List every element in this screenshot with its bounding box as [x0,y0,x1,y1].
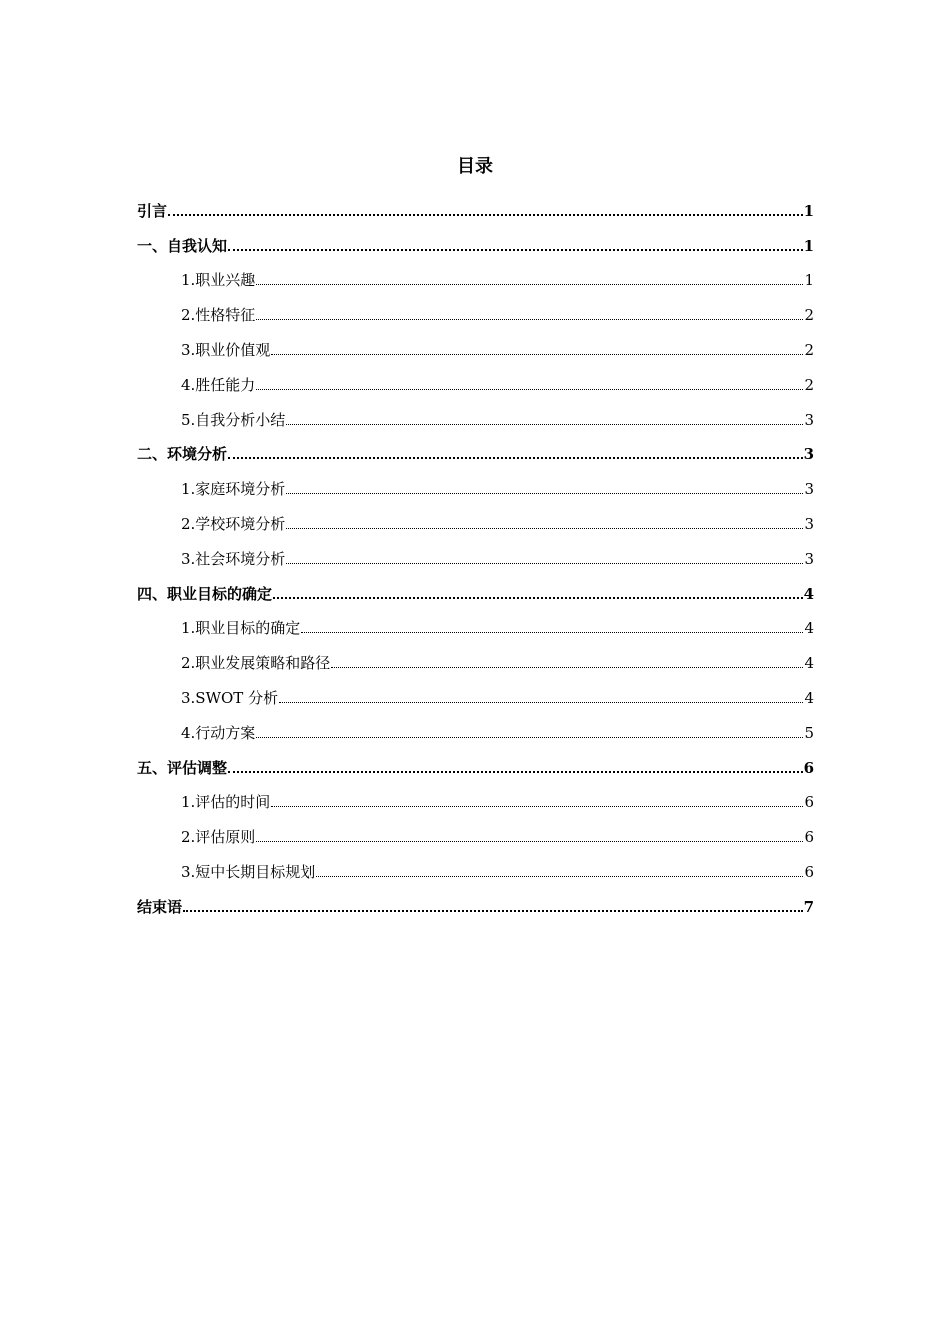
toc-entry[interactable] [137,637,814,672]
toc-entry-label: 1.职业兴趣 [181,271,256,290]
toc-entry-label: 2.学校环境分析 [181,514,286,533]
toc-entry-page-number: 7 [803,897,814,916]
toc-entry-page-number: 4 [804,688,814,707]
toc-entry[interactable] [137,603,814,638]
toc-entry-page-number: 4 [804,654,814,673]
toc-dot-leader [228,249,803,251]
toc-dot-leader [286,528,803,529]
toc-entry-label: 1.评估的时间 [181,793,271,812]
toc-entry[interactable] [137,568,814,603]
toc-entry[interactable] [137,811,814,846]
toc-entry[interactable] [137,846,814,881]
toc-entry-label: 五、评估调整 [137,758,228,777]
toc-entry[interactable] [137,429,814,464]
toc-dot-leader [256,319,803,320]
toc-entry[interactable] [137,289,814,324]
toc-entry[interactable] [137,881,814,916]
toc-entry-page-number: 5 [804,723,814,742]
toc-dot-leader [256,284,803,285]
toc-entry-label: 一、自我认知 [137,236,228,255]
toc-entry-page-number: 6 [804,793,814,812]
toc-entry-page-number: 4 [804,619,814,638]
toc-dot-leader [286,424,803,425]
toc-entry-label: 3.职业价值观 [181,340,271,359]
toc-entry-label: 2.评估原则 [181,828,256,847]
toc-entry-page-number: 2 [804,375,814,394]
toc-entry-page-number: 3 [804,410,814,429]
toc-entry-page-number: 4 [803,584,814,603]
toc-entry-label: 引言 [137,201,168,220]
toc-entry-label: 3.短中长期目标规划 [181,862,316,881]
toc-entry-label: 3.SWOT 分析 [181,688,279,707]
toc-entry-page-number: 6 [804,862,814,881]
toc-entry[interactable] [137,533,814,568]
toc-entry-label: 1.职业目标的确定 [181,619,301,638]
toc-dot-leader [256,737,803,738]
toc-entry[interactable] [137,185,814,220]
toc-entry[interactable] [137,498,814,533]
toc-entry[interactable] [137,359,814,394]
toc-dot-leader [256,841,803,842]
toc-entry-page-number: 2 [804,340,814,359]
toc-entry-page-number: 1 [803,201,814,220]
toc-entry-page-number: 3 [804,514,814,533]
toc-entry-page-number: 3 [804,549,814,568]
toc-entry[interactable] [137,255,814,290]
toc-entry[interactable] [137,324,814,359]
toc-dot-leader [256,389,803,390]
toc-dot-leader [273,597,803,599]
toc-entry-label: 5.自我分析小结 [181,410,286,429]
toc-entry-label: 2.职业发展策略和路径 [181,654,331,673]
toc-dot-leader [271,806,803,807]
toc-entry[interactable] [137,463,814,498]
toc-entry-label: 1.家庭环境分析 [181,480,286,499]
toc-dot-leader [301,632,803,633]
toc-entry[interactable] [137,672,814,707]
toc-entry-page-number: 6 [804,828,814,847]
toc-dot-leader [228,457,803,459]
toc-dot-leader [286,493,803,494]
toc-entry[interactable] [137,742,814,777]
toc-entry-label: 3.社会环境分析 [181,549,286,568]
toc-dot-leader [168,214,803,216]
toc-entry-label: 结束语 [137,897,183,916]
toc-dot-leader [228,771,803,773]
toc-entry-page-number: 2 [804,306,814,325]
toc-entry-page-number: 1 [804,271,814,290]
toc-entry-page-number: 6 [803,758,814,777]
toc-entry-page-number: 3 [804,480,814,499]
toc-dot-leader [183,910,803,912]
toc-entry-page-number: 1 [803,236,814,255]
toc-title: 目录 [457,156,493,177]
toc-list [137,185,814,916]
toc-dot-leader [286,563,803,564]
toc-entry[interactable] [137,707,814,742]
toc-entry[interactable] [137,220,814,255]
toc-entry-label: 4.行动方案 [181,723,256,742]
toc-entry[interactable] [137,394,814,429]
toc-entry[interactable] [137,777,814,812]
toc-dot-leader [279,702,803,703]
toc-dot-leader [331,667,803,668]
toc-dot-leader [316,876,803,877]
toc-entry-label: 4.胜任能力 [181,375,256,394]
toc-entry-label: 二、环境分析 [137,445,228,464]
toc-entry-label: 四、职业目标的确定 [137,584,273,603]
toc-dot-leader [271,354,803,355]
toc-entry-page-number: 3 [803,445,814,464]
toc-entry-label: 2.性格特征 [181,306,256,325]
